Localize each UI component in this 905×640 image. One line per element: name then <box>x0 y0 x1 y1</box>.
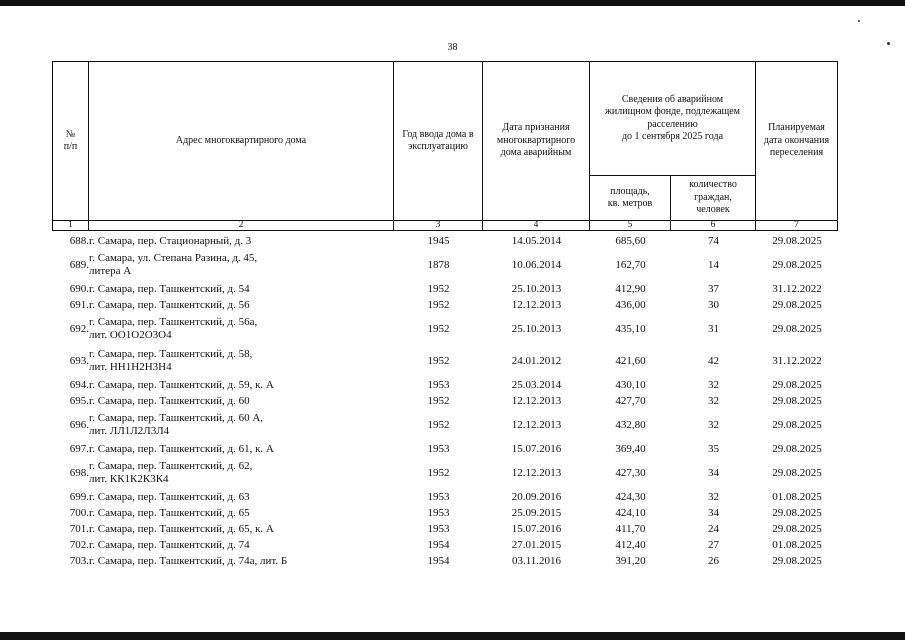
row-area: 432,80 <box>615 418 646 431</box>
table-row <box>52 409 838 441</box>
row-citizens: 35 <box>708 442 719 455</box>
header-area: площадь, кв. метров <box>589 175 671 221</box>
row-address: г. Самара, пер. Ташкентский, д. 60 А, лит. ЛЛ1Л2Л3Л4 <box>89 412 264 437</box>
row-area: 424,30 <box>615 490 646 503</box>
row-recognized-date: 10.06.2014 <box>511 258 562 271</box>
row-area: 685,60 <box>615 234 646 247</box>
column-number: 3 <box>393 220 483 231</box>
row-number: 690. <box>69 282 89 295</box>
row-address: г. Самара, пер. Ташкентский, д. 56а, лит. ОО1О2О3О4 <box>89 316 258 341</box>
row-year: 1953 <box>427 378 450 391</box>
row-address: г. Самара, ул. Степана Разина, д. 45, литера А <box>89 252 258 277</box>
table-row <box>52 537 838 553</box>
row-year: 1952 <box>427 394 450 407</box>
row-area: 391,20 <box>615 554 646 567</box>
scan-speck <box>858 20 860 22</box>
header-citizens: количество граждан, человек <box>670 175 756 221</box>
column-number: 4 <box>482 220 590 231</box>
row-planned-date: 29.08.2025 <box>772 442 822 455</box>
row-year: 1952 <box>427 322 450 335</box>
row-address: г. Самара, пер. Ташкентский, д. 59, к. А <box>89 378 274 391</box>
row-number: 688. <box>69 234 89 247</box>
row-planned-date: 29.08.2025 <box>772 394 822 407</box>
table-row <box>52 393 838 409</box>
row-area: 430,10 <box>615 378 646 391</box>
row-recognized-date: 12.12.2013 <box>511 418 562 431</box>
column-number: 5 <box>589 220 671 231</box>
table-row <box>52 505 838 521</box>
row-address: г. Самара, пер. Ташкентский, д. 65 <box>89 506 250 519</box>
bottom-border-bar <box>0 632 905 640</box>
row-recognized-date: 25.10.2013 <box>511 282 562 295</box>
row-number: 691. <box>69 298 89 311</box>
row-planned-date: 29.08.2025 <box>772 378 822 391</box>
row-citizens: 32 <box>708 418 719 431</box>
column-number: 7 <box>755 220 838 231</box>
row-number: 689. <box>69 258 89 271</box>
column-number: 1 <box>52 220 89 231</box>
row-citizens: 42 <box>708 354 719 367</box>
row-year: 1952 <box>427 282 450 295</box>
row-area: 412,40 <box>615 538 646 551</box>
table-row <box>52 313 838 345</box>
row-year: 1953 <box>427 522 450 535</box>
row-recognized-date: 25.03.2014 <box>511 378 562 391</box>
table-row <box>52 281 838 297</box>
row-citizens: 32 <box>708 490 719 503</box>
row-citizens: 34 <box>708 466 719 479</box>
row-number: 700. <box>69 506 89 519</box>
row-address: г. Самара, пер. Стационарный, д. 3 <box>89 234 252 247</box>
row-number: 695. <box>69 394 89 407</box>
row-citizens: 30 <box>708 298 719 311</box>
row-recognized-date: 25.10.2013 <box>511 322 562 335</box>
row-year: 1952 <box>427 466 450 479</box>
row-citizens: 74 <box>708 234 719 247</box>
row-citizens: 27 <box>708 538 719 551</box>
table-row <box>52 345 838 377</box>
row-year: 1953 <box>427 506 450 519</box>
row-address: г. Самара, пер. Ташкентский, д. 58, лит. НН1Н2Н3Н4 <box>89 348 253 373</box>
table-row <box>52 233 838 249</box>
row-year: 1878 <box>427 258 450 271</box>
row-address: г. Самара, пер. Ташкентский, д. 74а, лит. Б <box>89 554 288 567</box>
row-area: 435,10 <box>615 322 646 335</box>
row-year: 1953 <box>427 442 450 455</box>
table-header <box>52 61 838 231</box>
row-address: г. Самара, пер. Ташкентский, д. 63 <box>89 490 250 503</box>
row-planned-date: 29.08.2025 <box>772 298 822 311</box>
row-recognized-date: 14.05.2014 <box>511 234 562 247</box>
row-recognized-date: 12.12.2013 <box>511 466 562 479</box>
table-row <box>52 249 838 281</box>
row-planned-date: 29.08.2025 <box>772 258 822 271</box>
row-year: 1945 <box>427 234 450 247</box>
row-number: 697. <box>69 442 89 455</box>
column-number: 2 <box>88 220 394 231</box>
row-number: 699. <box>69 490 89 503</box>
row-address: г. Самара, пер. Ташкентский, д. 56 <box>89 298 250 311</box>
row-address: г. Самара, пер. Ташкентский, д. 60 <box>89 394 250 407</box>
table-row <box>52 553 838 569</box>
row-recognized-date: 15.07.2016 <box>511 522 562 535</box>
row-year: 1952 <box>427 418 450 431</box>
row-recognized-date: 15.07.2016 <box>511 442 562 455</box>
row-number: 698. <box>69 466 89 479</box>
table-row <box>52 441 838 457</box>
row-planned-date: 29.08.2025 <box>772 554 822 567</box>
row-citizens: 14 <box>708 258 719 271</box>
row-number: 702. <box>69 538 89 551</box>
row-number: 693. <box>69 354 89 367</box>
row-year: 1954 <box>427 538 450 551</box>
row-address: г. Самара, пер. Ташкентский, д. 61, к. А <box>89 442 274 455</box>
row-planned-date: 29.08.2025 <box>772 506 822 519</box>
row-planned-date: 29.08.2025 <box>772 522 822 535</box>
row-planned-date: 31.12.2022 <box>772 282 822 295</box>
row-area: 427,70 <box>615 394 646 407</box>
row-citizens: 31 <box>708 322 719 335</box>
table-row <box>52 377 838 393</box>
row-area: 436,00 <box>615 298 646 311</box>
row-address: г. Самара, пер. Ташкентский, д. 74 <box>89 538 250 551</box>
row-planned-date: 31.12.2022 <box>772 354 822 367</box>
header-year: Год ввода дома в эксплуатацию <box>393 61 483 221</box>
row-area: 427,30 <box>615 466 646 479</box>
row-year: 1954 <box>427 554 450 567</box>
row-area: 412,90 <box>615 282 646 295</box>
row-year: 1952 <box>427 298 450 311</box>
row-recognized-date: 12.12.2013 <box>511 298 562 311</box>
table-row <box>52 297 838 313</box>
row-citizens: 34 <box>708 506 719 519</box>
row-number: 696. <box>69 418 89 431</box>
row-planned-date: 29.08.2025 <box>772 466 822 479</box>
row-citizens: 26 <box>708 554 719 567</box>
top-border-bar <box>0 0 905 6</box>
header-planned-date: Планируемая дата окончания переселения <box>755 61 838 221</box>
row-area: 162,70 <box>615 258 646 271</box>
header-address: Адрес многоквартирного дома <box>88 61 394 221</box>
row-citizens: 24 <box>708 522 719 535</box>
table-row <box>52 521 838 537</box>
table-row <box>52 457 838 489</box>
page-number: 38 <box>447 42 458 53</box>
header-recognized-date: Дата признания многоквартирного дома аварийным <box>482 61 590 221</box>
row-year: 1952 <box>427 354 450 367</box>
row-citizens: 32 <box>708 394 719 407</box>
row-recognized-date: 20.09.2016 <box>511 490 562 503</box>
row-number: 703. <box>69 554 89 567</box>
row-recognized-date: 25.09.2015 <box>511 506 562 519</box>
header-num: № п/п <box>52 61 89 221</box>
row-planned-date: 01.08.2025 <box>772 490 822 503</box>
row-planned-date: 01.08.2025 <box>772 538 822 551</box>
row-recognized-date: 03.11.2016 <box>511 554 562 567</box>
row-planned-date: 29.08.2025 <box>772 418 822 431</box>
row-recognized-date: 12.12.2013 <box>511 394 562 407</box>
row-recognized-date: 24.01.2012 <box>511 354 562 367</box>
row-area: 424,10 <box>615 506 646 519</box>
column-number: 6 <box>670 220 756 231</box>
row-area: 411,70 <box>615 522 646 535</box>
row-address: г. Самара, пер. Ташкентский, д. 54 <box>89 282 250 295</box>
header-fund-group: Сведения об аварийном жилищном фонде, подлежащем расселению до 1 сентября 2025 года <box>589 61 756 176</box>
housing-table <box>52 233 838 569</box>
row-address: г. Самара, пер. Ташкентский, д. 62, лит. КК1К2К3К4 <box>89 460 253 485</box>
row-recognized-date: 27.01.2015 <box>511 538 562 551</box>
row-year: 1953 <box>427 490 450 503</box>
row-citizens: 37 <box>708 282 719 295</box>
row-address: г. Самара, пер. Ташкентский, д. 65, к. А <box>89 522 274 535</box>
row-citizens: 32 <box>708 378 719 391</box>
row-number: 694. <box>69 378 89 391</box>
row-planned-date: 29.08.2025 <box>772 234 822 247</box>
table-row <box>52 489 838 505</box>
row-planned-date: 29.08.2025 <box>772 322 822 335</box>
row-area: 421,60 <box>615 354 646 367</box>
row-number: 692. <box>69 322 89 335</box>
row-area: 369,40 <box>615 442 646 455</box>
row-number: 701. <box>69 522 89 535</box>
